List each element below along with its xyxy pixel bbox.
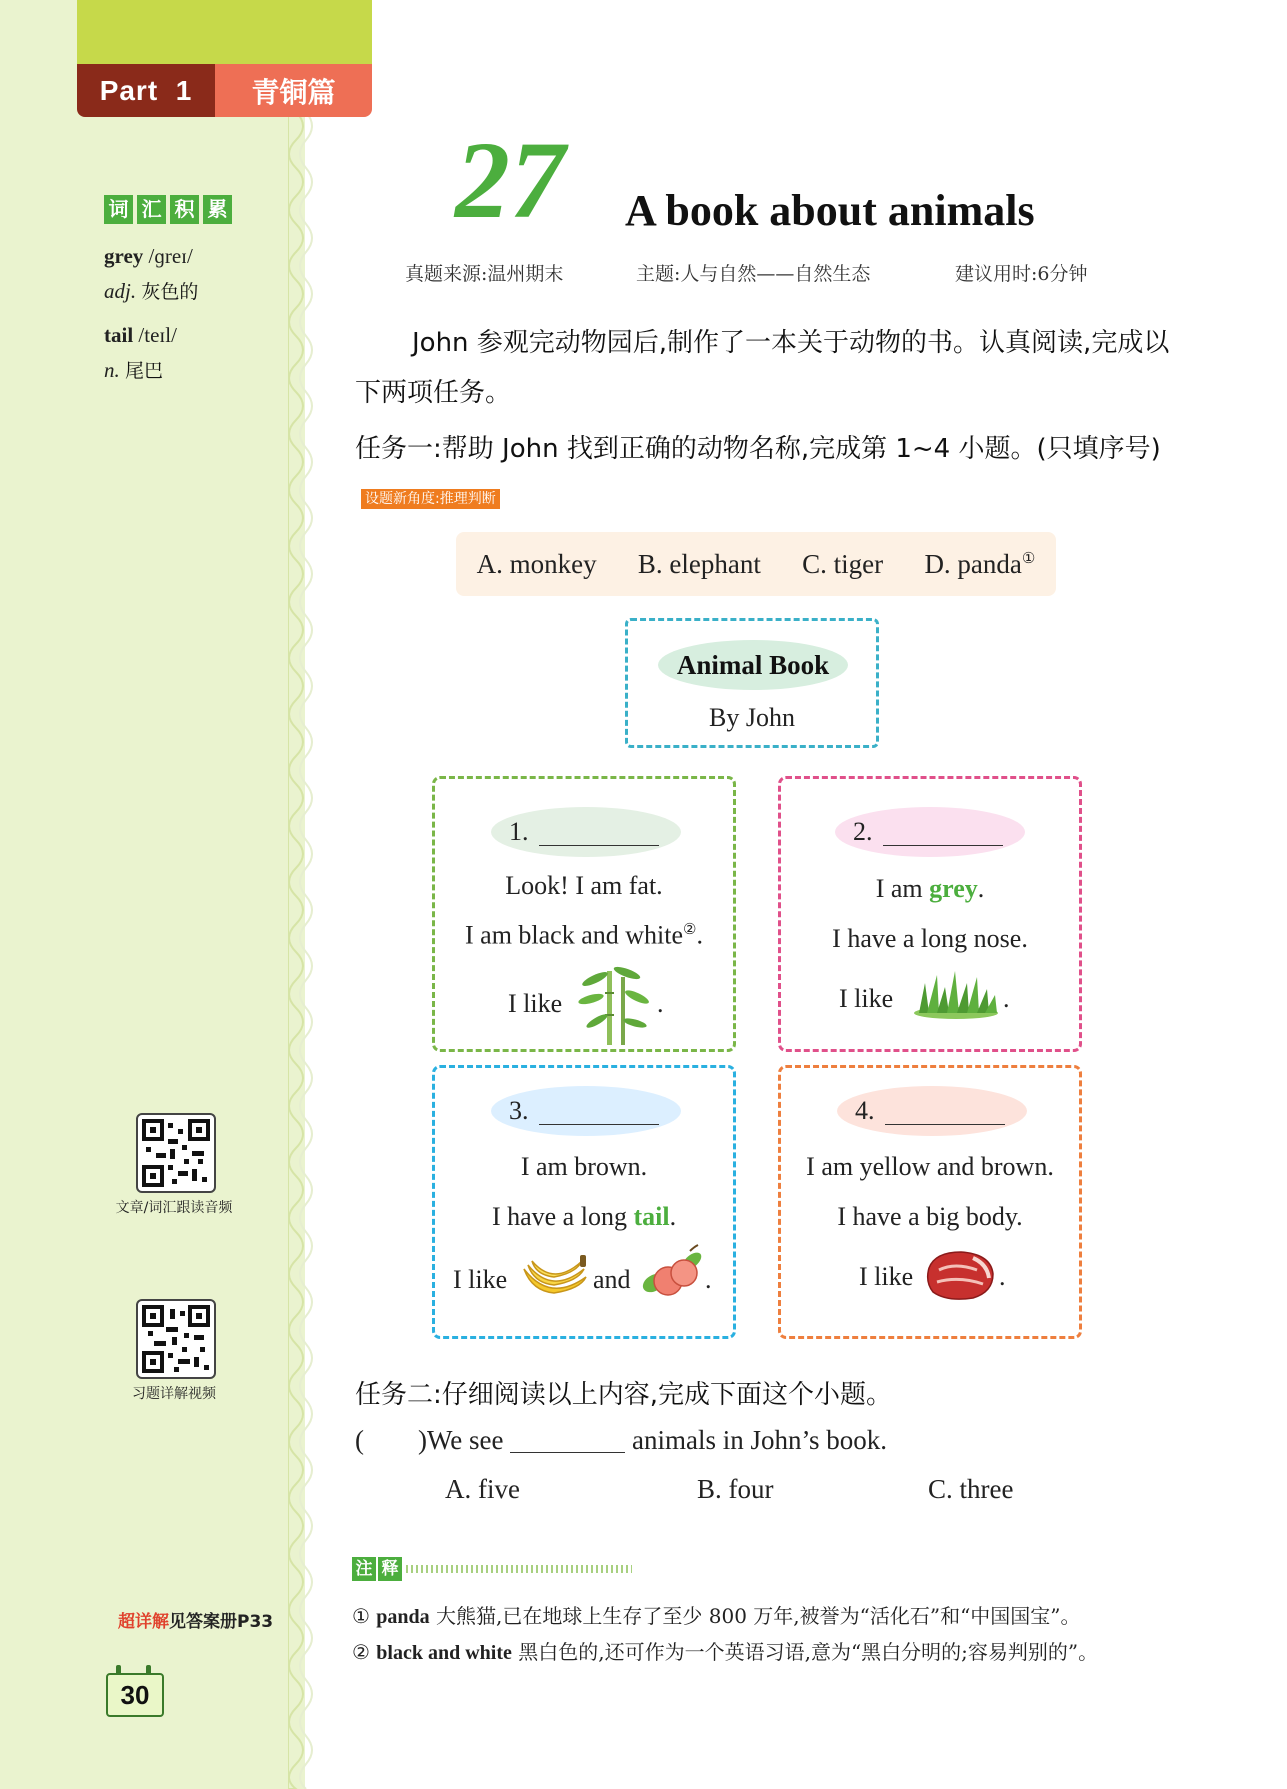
part-label: Part 1: [77, 64, 215, 117]
vocab-entry-tail: [104, 323, 177, 348]
choice-b[interactable]: B. four: [697, 1474, 774, 1504]
card-1-answer-blank[interactable]: [539, 845, 659, 846]
part-header-bar: [77, 0, 372, 64]
card-1-number: 1.: [509, 817, 529, 846]
option-b: B. elephant: [637, 548, 761, 579]
card-2-number: 2.: [853, 817, 873, 846]
note-1-term: panda: [376, 1606, 430, 1628]
meta-source: 真题来源:温州期末: [405, 263, 564, 285]
card-3-and: and: [593, 1265, 631, 1294]
note-1-mark: ①: [352, 1604, 370, 1628]
vocab-title: [104, 195, 232, 224]
qr-code-video[interactable]: [136, 1299, 216, 1379]
notes-title-char: 注: [352, 1557, 376, 1581]
card-3-answer-blank[interactable]: [539, 1124, 659, 1125]
question-prefix: ( )We see: [355, 1425, 504, 1455]
vocab-phonetic: /ɡreɪ/: [148, 244, 193, 268]
card-2-period: .: [1003, 984, 1010, 1013]
card-3-period: .: [705, 1265, 712, 1294]
card-1-line-2-text: I am black and white: [465, 920, 684, 950]
card-4-period: .: [999, 1262, 1006, 1291]
option-c: C. tiger: [802, 548, 884, 579]
question-suffix: animals in John’s book.: [632, 1425, 888, 1455]
answer-reference: [118, 1607, 273, 1632]
note-1: [352, 1600, 1081, 1629]
card-3-like: I like: [453, 1265, 508, 1294]
question: [355, 1425, 887, 1456]
notes-header: [352, 1557, 634, 1581]
note-1-text: 大熊猫,已在地球上生存了至少 800 万年,被誉为“活化石”和“中国国宝”。: [429, 1604, 1081, 1628]
meta-time: 建议用时:6分钟: [955, 263, 1088, 285]
choice-a[interactable]: A. five: [445, 1474, 520, 1504]
qr-caption-audio: 文章/词汇跟读音频: [115, 1200, 233, 1216]
qr-code-icon: [138, 1301, 214, 1377]
note-2-term: black and white: [376, 1642, 512, 1664]
meta-theme: 主题:人与自然——自然生态: [636, 263, 871, 285]
vocab-title-char: 汇: [137, 195, 166, 224]
card-2-line-1: I am grey.: [875, 874, 985, 903]
animal-card-1: [432, 776, 736, 1052]
vocab-word: grey: [104, 244, 144, 268]
vocab-meaning-tail: [104, 356, 163, 383]
grass-icon: [911, 969, 1001, 1019]
vocab-pos: adj.: [104, 279, 137, 303]
part-level: 青铜篇: [215, 64, 372, 117]
vocab-word: tail: [104, 323, 134, 347]
vocab-pos: n.: [104, 358, 120, 382]
card-4-line-2: I have a big body.: [837, 1202, 1023, 1231]
notes-divider-pattern: [404, 1562, 634, 1576]
vocab-phonetic: /teɪl/: [138, 323, 177, 347]
animal-card-2: [778, 776, 1082, 1052]
card-4-line-1: I am yellow and brown.: [806, 1152, 1054, 1181]
qr-code-icon: [138, 1115, 214, 1191]
card-3-line-2: I have a long tail.: [491, 1202, 677, 1231]
banana-icon: [520, 1251, 590, 1303]
note-2: [352, 1636, 1098, 1665]
task2-instruction: 任务二:仔细阅读以上内容,完成下面这个小题。: [355, 1380, 893, 1410]
intro-paragraph: John 参观完动物园后,制作了一本关于动物的书。认真阅读,完成以下两项任务。: [355, 328, 1170, 408]
part-tab: [77, 64, 372, 117]
card-3-keyword: tail: [633, 1202, 670, 1231]
page-number: 30: [106, 1673, 164, 1717]
card-4-like: I like: [859, 1262, 914, 1291]
option-d: D. panda: [924, 548, 1022, 579]
answer-reference-highlight: 超详解: [118, 1612, 169, 1632]
options-box: [456, 532, 1056, 596]
card-1-number-pill: [491, 807, 681, 857]
card-2-keyword: grey: [929, 874, 978, 903]
card-2-line-1-text: I am: [875, 874, 930, 903]
card-2-line-2: I have a long nose.: [832, 924, 1028, 953]
book-author: By John: [709, 703, 795, 732]
card-3-number: 3.: [509, 1096, 529, 1125]
card-4-number-pill: [837, 1086, 1027, 1136]
note-2-text: 黑白色的,还可作为一个英语习语,意为“黑白分明的;容易判别的”。: [511, 1640, 1099, 1664]
question-answer-blank[interactable]: [510, 1452, 625, 1453]
card-2-number-pill: [835, 807, 1025, 857]
wave-border: [288, 0, 328, 1789]
peach-icon: [640, 1243, 705, 1303]
card-2-answer-blank[interactable]: [883, 845, 1003, 846]
choice-c[interactable]: C. three: [928, 1474, 1014, 1504]
book-title: Animal Book: [658, 640, 848, 690]
card-3-line-2-text: I have a long: [491, 1202, 634, 1231]
card-2-like: I like: [839, 984, 894, 1013]
vocab-meaning: 灰色的: [141, 281, 199, 303]
option-d-note: ①: [1021, 550, 1036, 567]
answer-reference-text: 见答案册: [169, 1612, 237, 1632]
vocab-title-char: 词: [104, 195, 133, 224]
vocab-title-char: 积: [170, 195, 199, 224]
card-1-like: I like: [508, 989, 563, 1018]
qr-code-audio[interactable]: [136, 1113, 216, 1193]
task1-instruction: [355, 424, 1175, 524]
animal-card-3: [432, 1065, 736, 1339]
card-1-period: .: [657, 989, 664, 1018]
card-1-line-1: Look! I am fat.: [505, 871, 663, 900]
unit-title: A book about animals: [625, 186, 1035, 235]
animal-card-4: [778, 1065, 1082, 1339]
vocab-meaning-grey: [104, 277, 198, 304]
vocab-meaning: 尾巴: [125, 360, 164, 382]
card-4-number: 4.: [855, 1096, 875, 1125]
meat-icon: [925, 1248, 997, 1304]
card-4-answer-blank[interactable]: [885, 1124, 1005, 1125]
qr-caption-video: 习题详解视频: [132, 1386, 216, 1402]
page-number-badge: [106, 1665, 164, 1715]
book-cover: [625, 618, 879, 748]
unit-number: 27: [455, 119, 565, 241]
vocab-title-char: 累: [203, 195, 232, 224]
card-3-line-1: I am brown.: [520, 1152, 648, 1181]
answer-reference-page: P33: [237, 1612, 274, 1632]
card-1-note-mark: ②: [683, 922, 697, 938]
card-1-line-2: I am black and white②.: [465, 920, 703, 950]
card-3-number-pill: [491, 1086, 681, 1136]
task1-tag: 设题新角度:推理判断: [361, 489, 500, 509]
option-a: A. monkey: [476, 548, 597, 579]
vocab-entry-grey: [104, 244, 193, 269]
task1-text: 任务一:帮助 John 找到正确的动物名称,完成第 1~4 小题。(只填序号): [355, 434, 1161, 464]
note-2-mark: ②: [352, 1640, 370, 1664]
option-d-wrap: [924, 549, 1035, 580]
bamboo-icon: [577, 963, 652, 1045]
notes-title-char: 释: [378, 1557, 402, 1581]
